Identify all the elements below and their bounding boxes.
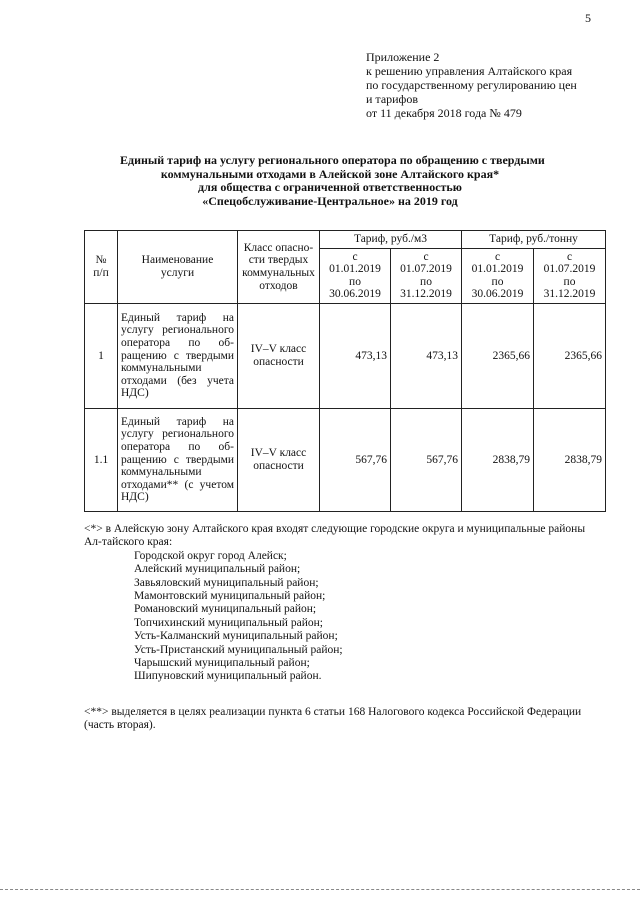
row-hazard-class: IV–V класс опасности xyxy=(238,303,320,408)
district-item: Шипуновский муниципальный район. xyxy=(134,670,322,683)
footnotes xyxy=(84,523,604,733)
header-hazard-class: Класс опасно- сти твердых коммунальных отходов xyxy=(238,231,320,304)
footnote-vat: <**> выделяется в целях реализации пункта 6 статьи 168 Налогового кодекса Российской Федерации (часть вторая). xyxy=(84,705,582,732)
row-number: 1.1 xyxy=(85,408,118,511)
district-item: Алейский муниципальный район; xyxy=(134,563,301,576)
tariff-table xyxy=(84,230,606,512)
row-tariff-m3-h2: 567,76 xyxy=(391,408,462,511)
row-service-name: Единый тариф на услугу регионального оператора по обращению с твердыми коммунальными отходами (без учета НДС) xyxy=(118,303,238,408)
row-tariff-m3-h1: 473,13 xyxy=(320,303,391,408)
header-number: № п/п xyxy=(85,231,118,304)
appendix-line: по государственному регулированию цен xyxy=(366,78,577,92)
district-item: Чарышский муниципальный район; xyxy=(134,657,310,670)
row-hazard-class: IV–V класс опасности xyxy=(238,408,320,511)
district-item: Усть-Калманский муниципальный район; xyxy=(134,630,338,643)
header-tariff-m3: Тариф, руб./м3 xyxy=(320,231,462,249)
page-number: 5 xyxy=(585,11,591,25)
row-tariff-m3-h2: 473,13 xyxy=(391,303,462,408)
title-line: коммунальными отходами в Алейской зоне Алтайского края* xyxy=(160,166,500,181)
district-item: Топчихинский муниципальный район; xyxy=(134,616,323,629)
period-h2-m3: с 01.07.2019 по 31.12.2019 xyxy=(391,248,462,303)
district-list xyxy=(84,550,604,684)
period-h1-ton: с 01.01.2019 по 30.06.2019 xyxy=(462,248,534,303)
title-line: «Спецобслуживание-Центральное» на 2019 год xyxy=(202,193,458,208)
row-tariff-ton-h1: 2365,66 xyxy=(462,303,534,408)
page-bottom-divider xyxy=(0,889,640,890)
document-title xyxy=(120,153,545,208)
period-h2-ton: с 01.07.2019 по 31.12.2019 xyxy=(534,248,606,303)
header-tariff-ton: Тариф, руб./тонну xyxy=(462,231,606,249)
appendix-decision-date: от 11 декабря 2018 года № 479 xyxy=(366,106,522,120)
district-item: Завьяловский муниципальный район; xyxy=(134,576,319,589)
appendix-block xyxy=(366,50,577,120)
title-line: Единый тариф на услугу регионального оператора по обращению с твердыми xyxy=(120,153,545,167)
row-number: 1 xyxy=(85,303,118,408)
footnote-zone: <*> в Алейскую зону Алтайского края входят следующие городские округа и муниципальные районы Ал-тайского края: xyxy=(84,523,586,549)
appendix-line: и тарифов xyxy=(366,92,419,106)
title-line: для общества с ограниченной ответственностью xyxy=(198,180,462,194)
row-service-name: Единый тариф на услугу регионального оператора по обращению с твердыми коммунальными отходами** (с учетом НДС) xyxy=(118,408,238,511)
header-service-name: Наименование услуги xyxy=(118,231,238,304)
period-h1-m3: с 01.01.2019 по 30.06.2019 xyxy=(320,248,391,303)
district-item: Романовский муниципальный район; xyxy=(134,603,317,616)
row-tariff-ton-h2: 2365,66 xyxy=(534,303,606,408)
table-row xyxy=(85,408,606,511)
appendix-line: к решению управления Алтайского края xyxy=(366,64,573,78)
district-item: Усть-Пристанский муниципальный район; xyxy=(134,643,343,656)
table-header-row xyxy=(85,231,606,249)
row-tariff-m3-h1: 567,76 xyxy=(320,408,391,511)
appendix-line: Приложение 2 xyxy=(366,50,440,64)
district-item: Мамонтовский муниципальный район; xyxy=(134,590,326,603)
table-row xyxy=(85,303,606,408)
district-item: Городской округ город Алейск; xyxy=(134,549,287,562)
row-tariff-ton-h1: 2838,79 xyxy=(462,408,534,511)
row-tariff-ton-h2: 2838,79 xyxy=(534,408,606,511)
